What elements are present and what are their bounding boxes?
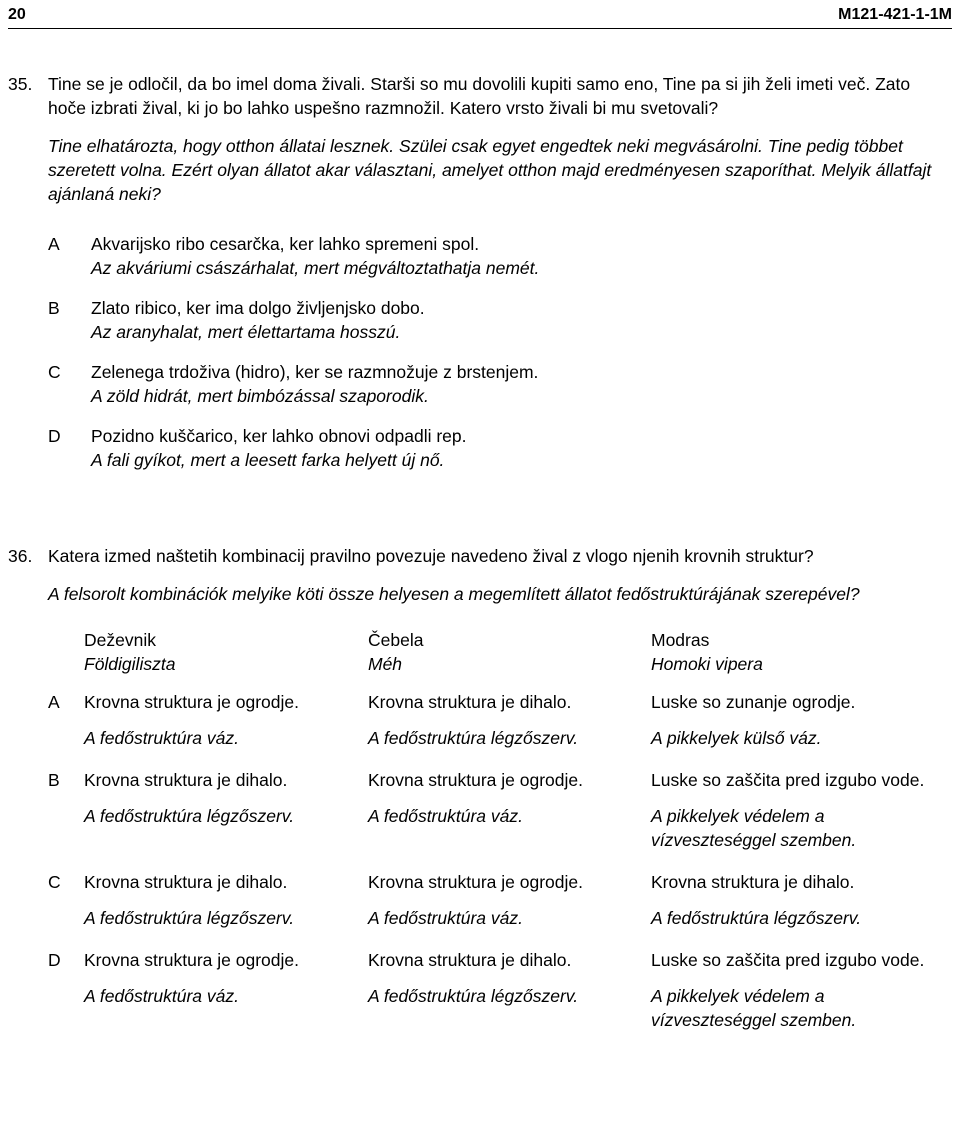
table-header-row	[48, 628, 931, 690]
answer-option-c[interactable]	[48, 360, 938, 408]
column-header-earthworm: Deževnik Földigiliszta	[84, 630, 176, 674]
question-text-sl: Tine se je odločil, da bo imel doma živali. Starši so mu dovolili kupiti samo eno, Tine pa si jih želi imeti več. Zato hoče izbrati žival, ki jo bo lahko uspešno razmnožil. Katero vrsto živali bi mu svetovali?	[48, 74, 911, 118]
document-code: M121-421-1-1M	[838, 6, 952, 23]
table-cell: Luske so zaščita pred izgubo vode. A pikkelyek védelem a vízveszteséggel szemben.	[651, 950, 925, 1030]
combination-table	[48, 628, 931, 1050]
answer-row-d[interactable]	[48, 948, 931, 1050]
table-cell: Krovna struktura je dihalo. A fedőstruktúra légzőszerv.	[651, 872, 862, 928]
question-text-hu: Tine elhatározta, hogy otthon állatai lesznek. Szülei csak egyet engedtek neki megvásárolni. Tine pedig többet szeretett volna. Ezért olyan állatot akar választani, amelyet otthon majd eredményesen szaporíthat. Melyik állatfajt ajánlaná neki?	[48, 136, 932, 204]
answer-option-d[interactable]	[48, 424, 938, 472]
option-text-hu: A fali gyíkot, mert a leesett farka helyett új nő.	[91, 450, 445, 470]
answer-row-a[interactable]	[48, 690, 931, 768]
option-letter: D	[48, 426, 61, 446]
table-cell: Krovna struktura je ogrodje. A fedőstruktúra váz.	[84, 692, 299, 748]
table-cell: Krovna struktura je dihalo. A fedőstruktúra légzőszerv.	[368, 692, 579, 748]
option-text-sl: Zlato ribico, ker ima dolgo življenjsko dobo.	[91, 298, 425, 318]
question-35	[8, 72, 938, 488]
page-number: 20	[8, 6, 26, 23]
option-text-hu: A zöld hidrát, mert bimbózással szaporodik.	[91, 386, 429, 406]
option-letter: A	[48, 234, 60, 254]
question-text-hu: A felsorolt kombinációk melyike köti össze helyesen a megemlített állatot fedőstruktúrájának szerepével?	[48, 584, 860, 604]
option-text-sl: Zelenega trdoživa (hidro), ker se razmnožuje z brstenjem.	[91, 362, 539, 382]
table-cell: Krovna struktura je ogrodje. A fedőstruktúra váz.	[368, 872, 583, 928]
row-letter: D	[48, 950, 61, 970]
table-cell: Krovna struktura je ogrodje. A fedőstruktúra váz.	[84, 950, 299, 1006]
table-cell: Krovna struktura je dihalo. A fedőstruktúra légzőszerv.	[84, 872, 295, 928]
row-letter: A	[48, 692, 60, 712]
option-text-hu: Az aranyhalat, mert élettartama hosszú.	[91, 322, 401, 342]
option-text-sl: Akvarijsko ribo cesarčka, ker lahko spremeni spol.	[91, 234, 480, 254]
question-number: 35.	[8, 74, 33, 94]
table-cell: Luske so zaščita pred izgubo vode. A pikkelyek védelem a vízveszteséggel szemben.	[651, 770, 925, 850]
table-cell: Luske so zunanje ogrodje. A pikkelyek külső váz.	[651, 692, 856, 748]
option-text-hu: Az akváriumi császárhalat, mert mégváltoztathatja nemét.	[91, 258, 540, 278]
answer-row-b[interactable]	[48, 768, 931, 870]
row-letter: C	[48, 872, 61, 892]
column-header-viper: Modras Homoki vipera	[651, 630, 763, 674]
answer-option-b[interactable]	[48, 296, 938, 344]
row-letter: B	[48, 770, 60, 790]
page-header	[8, 0, 952, 29]
column-header-bee: Čebela Méh	[368, 630, 424, 674]
option-text-sl: Pozidno kuščarico, ker lahko obnovi odpadli rep.	[91, 426, 467, 446]
question-36	[8, 544, 938, 1050]
table-cell: Krovna struktura je dihalo. A fedőstruktúra légzőszerv.	[84, 770, 295, 826]
question-number: 36.	[8, 546, 33, 566]
table-cell: Krovna struktura je dihalo. A fedőstruktúra légzőszerv.	[368, 950, 579, 1006]
question-text-sl: Katera izmed naštetih kombinacij pravilno povezuje navedeno žival z vlogo njenih krovnih struktur?	[48, 546, 814, 566]
option-letter: B	[48, 298, 60, 318]
answer-option-a[interactable]	[48, 232, 938, 280]
table-cell: Krovna struktura je ogrodje. A fedőstruktúra váz.	[368, 770, 583, 826]
answer-row-c[interactable]	[48, 870, 931, 948]
option-letter: C	[48, 362, 61, 382]
